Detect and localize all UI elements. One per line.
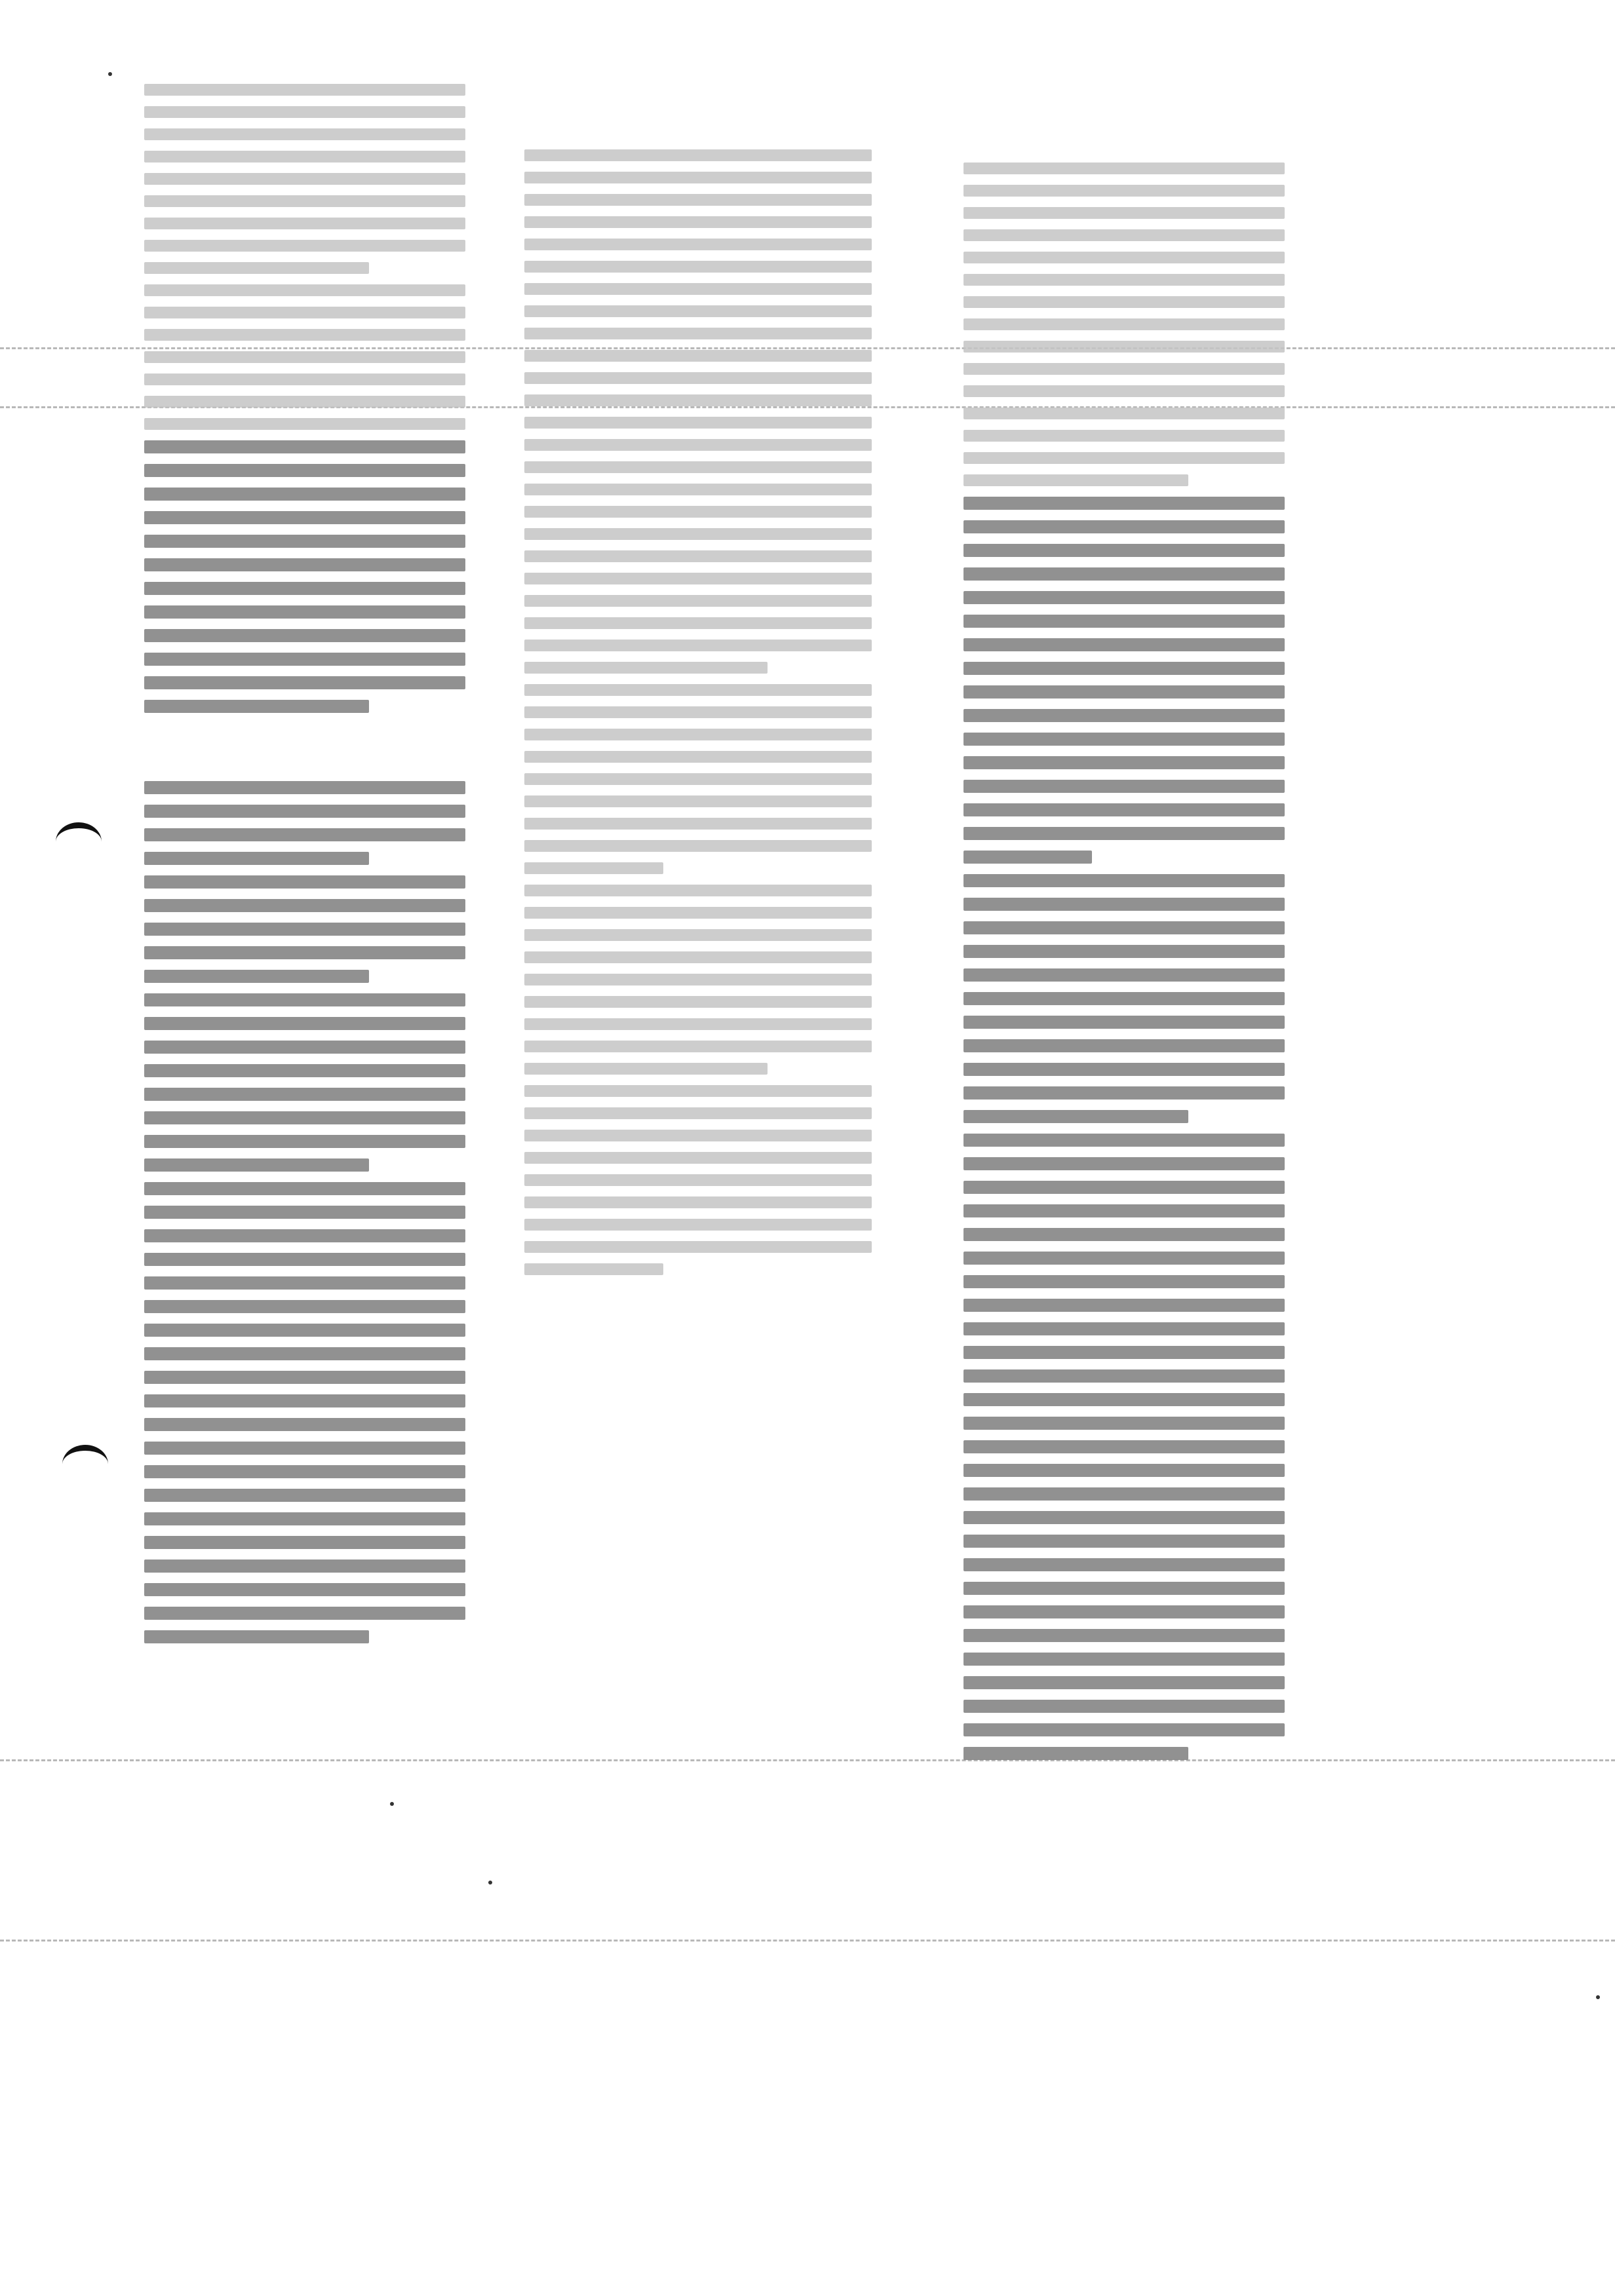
text-line [963, 638, 1285, 651]
text-line [144, 307, 465, 318]
text-line [144, 1135, 465, 1148]
text-line [963, 1346, 1285, 1359]
text-line [963, 851, 1092, 864]
text-line [144, 1371, 465, 1384]
text-line [524, 1018, 872, 1030]
text-line [144, 700, 369, 713]
section-heading [144, 739, 341, 757]
text-line [963, 1582, 1285, 1595]
text-line [963, 1275, 1285, 1288]
text-line [144, 84, 465, 96]
text-line [144, 1607, 465, 1620]
text-line [963, 1605, 1285, 1618]
text-line [963, 874, 1285, 887]
text-line [963, 497, 1285, 510]
text-line [963, 1440, 1285, 1453]
text-line [963, 1228, 1285, 1241]
text-line [144, 993, 465, 1006]
text-line [524, 484, 872, 495]
text-line [963, 1535, 1285, 1548]
text-line [144, 1418, 465, 1431]
text-line [963, 544, 1285, 557]
text-line [524, 149, 872, 161]
text-line [963, 1629, 1285, 1642]
text-line [144, 440, 465, 453]
text-line [963, 408, 1285, 419]
text-line [144, 535, 465, 548]
text-line [963, 318, 1285, 330]
text-line [963, 1157, 1285, 1170]
text-line [144, 1182, 465, 1195]
text-line [963, 520, 1285, 533]
text-line [144, 511, 465, 524]
scan-speck [1596, 1995, 1600, 1999]
text-line [144, 373, 465, 385]
text-line [144, 605, 465, 619]
text-line [963, 1252, 1285, 1265]
text-line [524, 239, 872, 250]
text-line [963, 615, 1285, 628]
text-line [524, 1063, 768, 1075]
text-line [524, 1152, 872, 1164]
text-line [963, 430, 1285, 442]
text-line [963, 163, 1285, 174]
text-line [144, 1300, 465, 1313]
text-line [144, 1536, 465, 1549]
text-line [963, 1487, 1285, 1501]
text-line [144, 582, 465, 595]
text-line [144, 1583, 465, 1596]
text-line [144, 240, 465, 252]
text-line [144, 828, 465, 841]
text-line [963, 452, 1285, 464]
text-line [144, 1465, 465, 1478]
text-line [963, 921, 1285, 934]
text-line [524, 417, 872, 429]
text-line [144, 1489, 465, 1502]
text-line [963, 185, 1285, 197]
text-line [524, 662, 768, 674]
scan-speck [390, 1802, 394, 1806]
text-line [963, 1511, 1285, 1524]
text-line [144, 1559, 465, 1573]
text-line [524, 974, 872, 985]
text-line [524, 216, 872, 228]
text-line [963, 1747, 1188, 1760]
text-line [144, 128, 465, 140]
text-line [144, 1442, 465, 1455]
text-column-1 [144, 84, 465, 1654]
text-line [144, 396, 465, 408]
text-line [144, 284, 465, 296]
text-line [524, 573, 872, 584]
text-line [963, 1700, 1285, 1713]
text-line [144, 1324, 465, 1337]
text-line [963, 733, 1285, 746]
text-line [963, 1558, 1285, 1571]
text-line [963, 1204, 1285, 1217]
text-line [144, 151, 465, 163]
text-line [963, 780, 1285, 793]
text-line [524, 550, 872, 562]
text-line [144, 1017, 465, 1030]
text-line [144, 1276, 465, 1290]
text-line [524, 951, 872, 963]
text-line [524, 862, 663, 874]
text-line [963, 207, 1285, 219]
text-line [144, 195, 465, 207]
text-line [524, 461, 872, 473]
text-line [963, 385, 1285, 397]
text-line [963, 945, 1285, 958]
text-line [963, 1181, 1285, 1194]
text-line [144, 1229, 465, 1242]
text-line [524, 706, 872, 718]
text-line [524, 929, 872, 941]
text-line [144, 262, 369, 274]
scan-speck [488, 1881, 492, 1885]
text-line [144, 558, 465, 571]
text-line [144, 629, 465, 642]
text-line [963, 1393, 1285, 1406]
text-line [963, 803, 1285, 816]
text-line [144, 875, 465, 889]
text-line [524, 305, 872, 317]
text-line [963, 1134, 1285, 1147]
text-line [524, 394, 872, 406]
text-line [963, 1086, 1285, 1100]
text-line [144, 218, 465, 229]
text-line [144, 899, 465, 912]
text-line [144, 946, 465, 959]
text-line [524, 617, 872, 629]
text-line [144, 1630, 369, 1643]
text-line [524, 261, 872, 273]
text-line [524, 1174, 872, 1186]
text-line [963, 685, 1285, 698]
text-line [144, 852, 369, 865]
column-heading [963, 117, 1173, 136]
text-line [144, 329, 465, 341]
text-line [524, 328, 872, 339]
text-line [524, 795, 872, 807]
text-line [144, 653, 465, 666]
text-line [144, 1041, 465, 1054]
text-line [144, 970, 369, 983]
text-line [144, 173, 465, 185]
text-line [144, 1088, 465, 1101]
text-line [963, 968, 1285, 982]
text-line [963, 252, 1285, 263]
text-line [963, 898, 1285, 911]
text-line [963, 992, 1285, 1005]
text-line [524, 1241, 872, 1253]
text-line [524, 640, 872, 651]
text-line [144, 1394, 465, 1407]
scan-speck [108, 72, 112, 76]
text-line [144, 781, 465, 794]
scan-artifact-line [0, 1940, 1615, 1942]
scan-artifact-line [0, 1759, 1615, 1761]
text-line [524, 1263, 663, 1275]
text-line [524, 283, 872, 295]
text-line [963, 662, 1285, 675]
text-line [524, 885, 872, 896]
text-column-2 [524, 104, 872, 1286]
text-line [144, 1111, 465, 1124]
text-line [524, 996, 872, 1008]
text-line [963, 341, 1285, 353]
text-line [963, 709, 1285, 722]
text-line [524, 506, 872, 518]
text-line [144, 1512, 465, 1525]
text-line [524, 729, 872, 740]
text-line [144, 923, 465, 936]
text-line [144, 1158, 369, 1172]
text-line [144, 1253, 465, 1266]
text-line [963, 1369, 1285, 1383]
text-line [963, 1039, 1285, 1052]
text-line [524, 172, 872, 183]
text-line [524, 1196, 872, 1208]
text-line [144, 805, 465, 818]
text-line [524, 528, 872, 540]
text-line [963, 827, 1285, 840]
text-line [963, 1676, 1285, 1689]
text-line [963, 274, 1285, 286]
text-line [963, 1322, 1285, 1335]
column-heading [524, 104, 734, 123]
text-line [524, 194, 872, 206]
text-line [144, 106, 465, 118]
text-line [963, 1016, 1285, 1029]
text-line [144, 418, 465, 430]
text-line [524, 840, 872, 852]
text-line [524, 1041, 872, 1052]
text-line [963, 1417, 1285, 1430]
text-line [963, 1063, 1285, 1076]
punch-hole-mark [56, 822, 102, 861]
text-line [524, 773, 872, 785]
text-line [963, 1299, 1285, 1312]
text-line [144, 1347, 465, 1360]
text-line [144, 351, 465, 363]
text-line [524, 1107, 872, 1119]
text-line [144, 488, 465, 501]
text-line [144, 464, 465, 477]
text-line [963, 1723, 1285, 1736]
text-line [524, 350, 872, 362]
text-line [524, 595, 872, 607]
text-line [524, 1130, 872, 1141]
text-line [144, 676, 465, 689]
text-line [963, 229, 1285, 241]
text-line [144, 1206, 465, 1219]
text-line [144, 1064, 465, 1077]
text-line [963, 363, 1285, 375]
text-line [963, 567, 1285, 581]
punch-hole-mark [62, 1445, 108, 1483]
text-line [524, 372, 872, 384]
text-line [963, 1653, 1285, 1666]
text-line [524, 818, 872, 830]
text-line [524, 439, 872, 451]
text-line [963, 474, 1188, 486]
text-line [963, 756, 1285, 769]
text-line [524, 1219, 872, 1231]
text-column-3 [963, 117, 1285, 1770]
text-line [963, 591, 1285, 604]
text-line [524, 907, 872, 919]
text-line [963, 296, 1285, 308]
text-line [963, 1110, 1188, 1123]
text-line [963, 1464, 1285, 1477]
text-line [524, 1085, 872, 1097]
text-line [524, 684, 872, 696]
text-line [524, 751, 872, 763]
